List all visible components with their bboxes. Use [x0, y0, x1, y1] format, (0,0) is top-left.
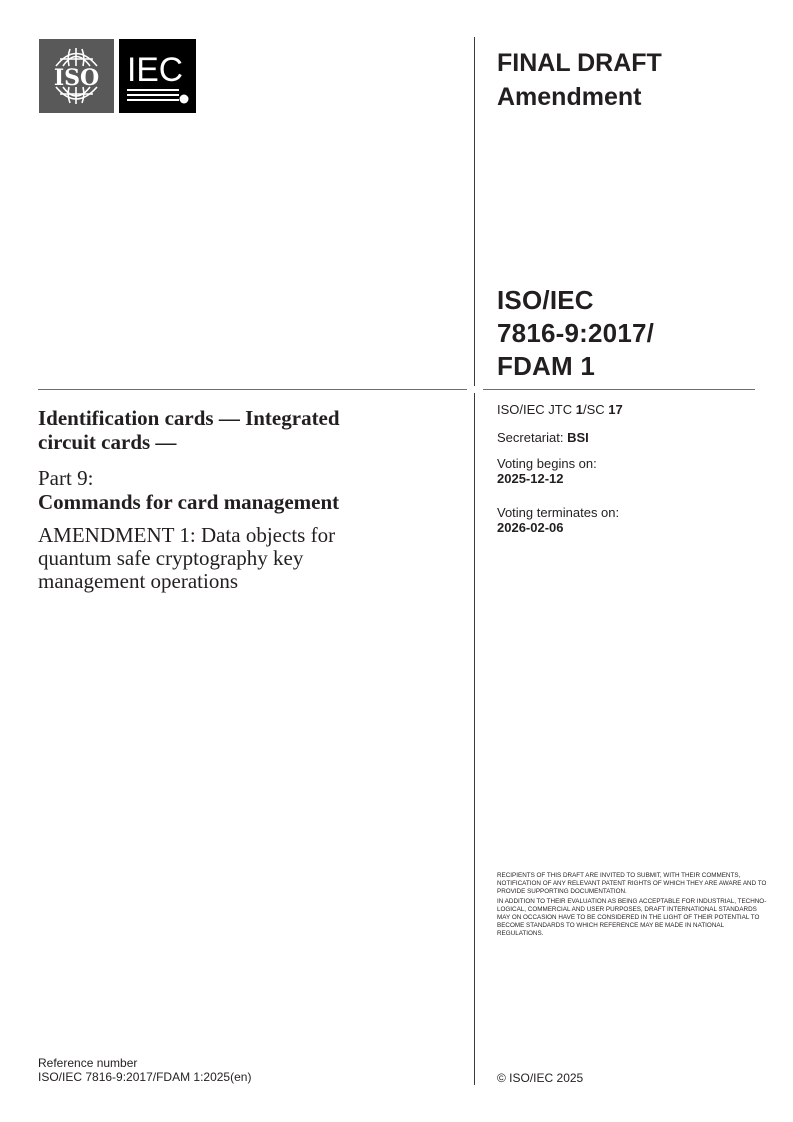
- voting-begins-date: 2025-12-12: [497, 471, 564, 486]
- svg-text:ISO: ISO: [53, 65, 100, 91]
- amendment-title-line: management operations: [38, 569, 239, 593]
- iso-logo: [39, 39, 114, 113]
- secretariat-label: Secretariat:: [497, 430, 568, 445]
- horizontal-divider-left: [38, 389, 467, 390]
- copyright: © ISO/IEC 2025: [497, 1071, 584, 1085]
- secretariat: [497, 430, 589, 445]
- amendment-title-line: quantum safe cryptography key: [38, 546, 304, 570]
- iso-globe-icon: [39, 39, 114, 113]
- reference-number: [38, 1057, 251, 1084]
- document-type: [497, 46, 662, 114]
- disclaimer-evaluation-notice: IN ADDITION TO THEIR EVALUATION AS BEING ACCEPTABLE FOR INDUSTRIAL, TECHNO-LOGICAL, COMMERCIAL AND USER PURPOSES, DRAFT INTERNATIONAL STANDARDS MAY ON OCCASION HAVE TO BE CONSIDERED IN THE LIGHT OF THEIR POTENTIAL TO BECOME STANDARDS TO WHICH REFERENCE MAY BE MADE IN NATIONAL REGULATIONS.: [497, 898, 767, 937]
- voting-terminates-label: Voting terminates on:: [497, 505, 620, 520]
- committee-prefix: ISO/IEC JTC: [497, 402, 576, 417]
- committee: [497, 402, 623, 417]
- document-number-line: FDAM 1: [497, 351, 595, 381]
- disclaimer-patent-notice: RECIPIENTS OF THIS DRAFT ARE INVITED TO SUBMIT, WITH THEIR COMMENTS, NOTIFICATION OF ANY RELEVANT PATENT RIGHTS OF WHICH THEY ARE AWARE AND TO PROVIDE SUPPORTING DOCUMENTATION.: [497, 872, 767, 895]
- document-stage: FINAL DRAFT: [497, 49, 662, 77]
- committee-separator: /SC: [582, 402, 609, 417]
- main-title-line: circuit cards —: [38, 430, 177, 454]
- part-label: Part 9:: [38, 466, 94, 490]
- document-number-line: ISO/IEC: [497, 285, 594, 315]
- disclaimer: [497, 872, 767, 940]
- voting-begins-label: Voting begins on:: [497, 456, 597, 471]
- voting-terminates-date: 2026-02-06: [497, 520, 564, 535]
- svg-text:IEC: IEC: [127, 51, 183, 89]
- committee-sc-number: 17: [608, 402, 623, 417]
- committee-jtc-number: 1: [575, 402, 583, 417]
- main-title-line: Identification cards — Integrated: [38, 406, 340, 430]
- voting-terminates: [497, 505, 619, 535]
- vertical-divider-top: [474, 37, 475, 386]
- amendment-title-line: AMENDMENT 1: Data objects for: [38, 523, 336, 547]
- voting-begins: [497, 456, 597, 486]
- iec-mark-icon: [119, 39, 196, 113]
- reference-value: ISO/IEC 7816-9:2017/FDAM 1:2025(en): [38, 1069, 252, 1084]
- reference-label: Reference number: [38, 1056, 138, 1070]
- document-kind: Amendment: [497, 83, 642, 111]
- iec-logo: [119, 39, 196, 113]
- horizontal-divider-right: [483, 389, 755, 390]
- amendment-title: [38, 524, 458, 593]
- secretariat-value: BSI: [567, 430, 589, 445]
- document-number-line: 7816-9:2017/: [497, 318, 655, 348]
- part-title: Commands for card management: [38, 490, 340, 514]
- document-number: [497, 284, 654, 383]
- vertical-divider-bottom: [474, 393, 475, 1085]
- main-title: [38, 406, 458, 454]
- document-title: [38, 406, 458, 593]
